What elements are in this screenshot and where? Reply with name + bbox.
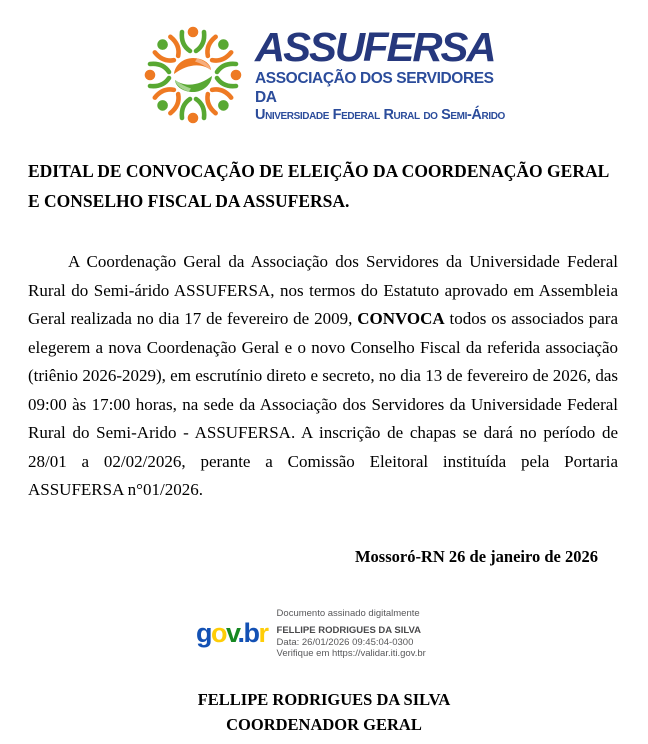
assufersa-letterhead (0, 24, 648, 126)
assufersa-emblem-icon (143, 25, 243, 125)
signer-role: COORDENADOR GERAL (226, 714, 422, 734)
stamp-signer-name: FELLIPE RODRIGUES DA SILVA (276, 625, 421, 636)
org-subtitle-line1: ASSOCIAÇÃO DOS SERVIDORES DA (255, 69, 494, 106)
org-acronym: ASSUFERSA (255, 23, 495, 70)
body-text-part2: todos os associados para elegerem a nova Coordenação Geral e o novo Conselho Fiscal da referida associação (triênio 2026-2029), em escrutínio direto e secreto, no dia 13 de fevereiro de 2026, das 09:00 às 17:00 horas, na sede da Associação dos Servidores da Universidade Federal Rural do Semi-Arido - ASSUFERSA. A inscrição de chapas se dará no período de 28/01 a 02/02/2026, perante a Comissão Eleitoral instituída pela Portaria ASSUFERSA n°01/2026. (28, 309, 618, 499)
body-text-part1: A Coordenação Geral da Associação dos Servidores da Universidade Federal Rural do Semi-árido ASSUFERSA, nos termos do Estatuto aprovado em Assembleia Geral realizada no dia 17 de fevereiro de 2009, (28, 252, 618, 328)
stamp-text-block (277, 608, 426, 660)
signer-name: FELLIPE RODRIGUES DA SILVA (197, 689, 451, 709)
govbr-logo-icon: gov.br (196, 618, 268, 648)
stamp-verify-url: Verifique em https://validar.iti.gov.br (276, 648, 426, 659)
document-title: EDITAL DE CONVOCAÇÃO DE ELEIÇÃO DA COORDENAÇÃO GERAL E CONSELHO FISCAL DA ASSUFERSA. (28, 161, 609, 211)
place-date-line: Mossoró-RN 26 de janeiro de 2026 (354, 546, 598, 566)
letterhead-text (255, 23, 505, 124)
stamp-date: Data: 26/01/2026 09:45:04-0300 (276, 636, 414, 648)
org-subtitle-line2: Universidade Federal Rural do Semi-Árido (255, 106, 505, 123)
stamp-signed-label: Documento assinado digitalmente (276, 607, 420, 619)
body-text-convoca: CONVOCA (357, 309, 445, 328)
digital-signature-stamp (196, 603, 648, 665)
document-body (28, 248, 618, 505)
footer-signature (0, 687, 648, 737)
